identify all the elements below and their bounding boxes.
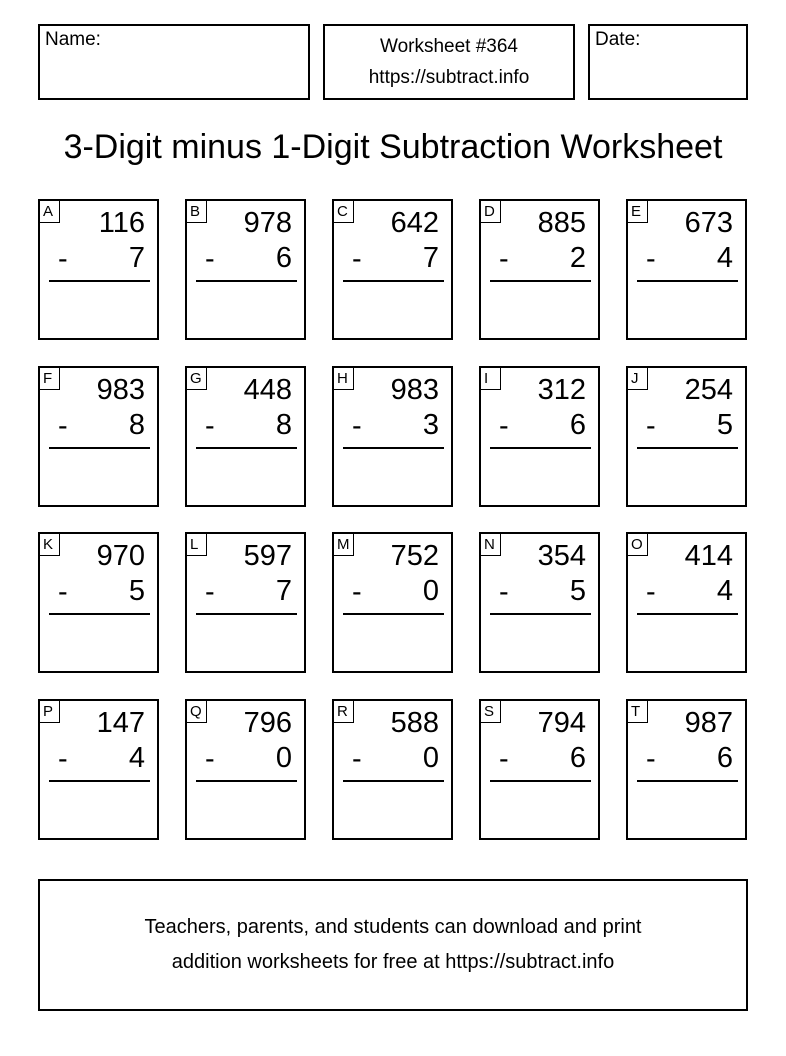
problem-label: C <box>333 200 354 223</box>
problem-top-number: 116 <box>98 207 145 239</box>
problem-bottom-number: 7 <box>275 575 292 607</box>
problem-bottom-number: 0 <box>422 742 439 774</box>
problem-bottom-number: 6 <box>569 742 586 774</box>
problem-bottom-number: 0 <box>275 742 292 774</box>
answer-line <box>343 447 444 449</box>
minus-sign: - <box>646 743 656 775</box>
minus-sign: - <box>58 243 68 275</box>
problem-label: R <box>333 700 354 723</box>
problem-label: Q <box>186 700 207 723</box>
problem-box[interactable] <box>38 532 159 673</box>
problem-top-number: 885 <box>537 207 586 239</box>
minus-sign: - <box>352 576 362 608</box>
minus-sign: - <box>352 243 362 275</box>
problem-label: O <box>627 533 648 556</box>
problem-top-number: 354 <box>537 540 586 572</box>
answer-line <box>196 447 297 449</box>
problem-bottom-number: 4 <box>716 242 733 274</box>
problem-bottom-number: 0 <box>422 575 439 607</box>
problem-bottom-number: 5 <box>716 409 733 441</box>
problem-bottom-number: 4 <box>128 742 145 774</box>
problem-bottom-number: 6 <box>275 242 292 274</box>
problem-label: K <box>39 533 60 556</box>
problem-box[interactable] <box>626 699 747 840</box>
minus-sign: - <box>499 576 509 608</box>
minus-sign: - <box>646 410 656 442</box>
problem-label: A <box>39 200 60 223</box>
answer-line <box>196 280 297 282</box>
answer-line <box>637 780 738 782</box>
problem-bottom-number: 8 <box>275 409 292 441</box>
minus-sign: - <box>499 243 509 275</box>
problem-box[interactable] <box>332 366 453 507</box>
problem-label: L <box>186 533 207 556</box>
date-box[interactable] <box>588 24 748 100</box>
minus-sign: - <box>205 243 215 275</box>
problem-bottom-number: 3 <box>422 409 439 441</box>
problem-label: T <box>627 700 648 723</box>
answer-line <box>637 613 738 615</box>
minus-sign: - <box>646 243 656 275</box>
answer-line <box>196 780 297 782</box>
problem-bottom-number: 6 <box>716 742 733 774</box>
worksheet-number: Worksheet #364 <box>379 36 518 57</box>
problem-top-number: 597 <box>243 540 292 572</box>
problem-label: P <box>39 700 60 723</box>
answer-line <box>490 447 591 449</box>
problem-box[interactable] <box>38 699 159 840</box>
minus-sign: - <box>205 410 215 442</box>
problem-label: B <box>186 200 207 223</box>
problem-label: S <box>480 700 501 723</box>
minus-sign: - <box>646 576 656 608</box>
minus-sign: - <box>205 743 215 775</box>
problem-box[interactable] <box>332 199 453 340</box>
problem-bottom-number: 2 <box>569 242 586 274</box>
problem-box[interactable] <box>185 366 306 507</box>
problem-top-number: 987 <box>684 707 733 739</box>
problem-box[interactable] <box>332 532 453 673</box>
worksheet-url: https://subtract.info <box>368 67 530 88</box>
minus-sign: - <box>58 743 68 775</box>
problem-top-number: 642 <box>390 207 439 239</box>
answer-line <box>490 780 591 782</box>
problem-top-number: 312 <box>537 374 586 406</box>
answer-line <box>637 447 738 449</box>
minus-sign: - <box>352 410 362 442</box>
date-label: Date: <box>595 29 641 50</box>
answer-line <box>490 613 591 615</box>
answer-line <box>196 613 297 615</box>
answer-line <box>49 447 150 449</box>
minus-sign: - <box>205 576 215 608</box>
problem-label: M <box>333 533 354 556</box>
answer-line <box>343 280 444 282</box>
problem-top-number: 147 <box>96 707 145 739</box>
problem-box[interactable] <box>626 532 747 673</box>
answer-line <box>637 280 738 282</box>
problem-box[interactable] <box>38 366 159 507</box>
problem-bottom-number: 4 <box>716 575 733 607</box>
problem-box[interactable] <box>479 366 600 507</box>
answer-line <box>49 613 150 615</box>
problem-top-number: 983 <box>96 374 145 406</box>
problem-bottom-number: 7 <box>422 242 439 274</box>
problem-label: H <box>333 367 354 390</box>
problem-box[interactable] <box>626 366 747 507</box>
problem-box[interactable] <box>185 532 306 673</box>
problem-bottom-number: 5 <box>128 575 145 607</box>
problem-label: J <box>627 367 648 390</box>
problem-top-number: 752 <box>390 540 439 572</box>
problem-top-number: 970 <box>96 540 145 572</box>
problem-top-number: 796 <box>243 707 292 739</box>
problem-top-number: 448 <box>243 374 292 406</box>
problem-top-number: 983 <box>390 374 439 406</box>
problem-box[interactable] <box>479 532 600 673</box>
minus-sign: - <box>352 743 362 775</box>
answer-line <box>49 280 150 282</box>
problem-box[interactable] <box>185 699 306 840</box>
problem-label: E <box>627 200 648 223</box>
name-label: Name: <box>45 29 101 50</box>
name-box[interactable] <box>38 24 310 100</box>
minus-sign: - <box>499 743 509 775</box>
answer-line <box>343 780 444 782</box>
problem-label: N <box>480 533 501 556</box>
problem-top-number: 794 <box>537 707 586 739</box>
problem-top-number: 978 <box>243 207 292 239</box>
page-title: 3-Digit minus 1-Digit Subtraction Worksheet <box>63 128 723 166</box>
worksheet-info-box <box>323 24 575 100</box>
minus-sign: - <box>58 576 68 608</box>
problem-box[interactable] <box>185 199 306 340</box>
problem-box[interactable] <box>332 699 453 840</box>
problem-top-number: 254 <box>684 374 733 406</box>
problem-bottom-number: 5 <box>569 575 586 607</box>
minus-sign: - <box>499 410 509 442</box>
footer-box <box>38 879 748 1011</box>
problem-bottom-number: 8 <box>128 409 145 441</box>
footer-line-1: Teachers, parents, and students can download and print <box>144 916 642 938</box>
problem-bottom-number: 6 <box>569 409 586 441</box>
problem-box[interactable] <box>38 199 159 340</box>
problem-top-number: 673 <box>684 207 733 239</box>
minus-sign: - <box>58 410 68 442</box>
problem-top-number: 588 <box>390 707 439 739</box>
problem-label: D <box>480 200 501 223</box>
problem-box[interactable] <box>479 199 600 340</box>
footer-line-2: addition worksheets for free at https://subtract.info <box>171 951 615 973</box>
answer-line <box>49 780 150 782</box>
answer-line <box>490 280 591 282</box>
problem-box[interactable] <box>626 199 747 340</box>
answer-line <box>343 613 444 615</box>
problem-label: G <box>186 367 207 390</box>
problem-top-number: 414 <box>684 540 733 572</box>
problem-bottom-number: 7 <box>128 242 145 274</box>
problem-label: I <box>480 367 501 390</box>
problem-box[interactable] <box>479 699 600 840</box>
problem-label: F <box>39 367 60 390</box>
